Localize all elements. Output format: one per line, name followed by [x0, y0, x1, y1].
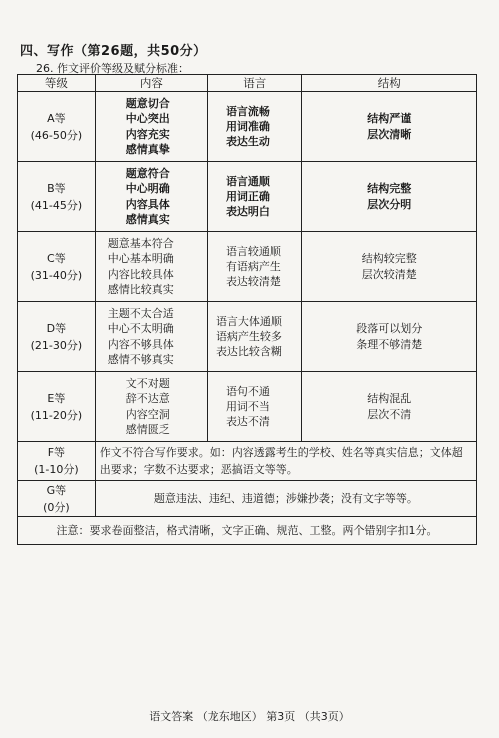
content-cell	[95, 162, 207, 232]
grade-name: A等	[47, 111, 66, 125]
language-cell	[207, 92, 302, 162]
header-content: 内容	[95, 75, 207, 92]
grade-name: D等	[46, 321, 67, 335]
content-cell	[95, 232, 207, 302]
content-line: 内容空洞	[125, 407, 170, 421]
table-row-b	[18, 162, 477, 232]
content-line: 感情匮乏	[125, 422, 170, 436]
grade-cell	[18, 302, 96, 372]
grade-cell	[18, 481, 96, 517]
grade-score: (0分)	[43, 500, 70, 514]
table-row-f	[18, 442, 477, 481]
table-row-d	[18, 302, 477, 372]
content-line: 内容具体	[125, 197, 170, 211]
content-line: 感情真实	[125, 212, 170, 226]
content-line: 感情真挚	[125, 142, 170, 156]
content-line: 感情比较真实	[107, 282, 174, 296]
content-line: 文不对题	[125, 376, 170, 390]
content-line: 感情不够真实	[107, 352, 174, 366]
content-line: 中心不太明确	[107, 322, 174, 336]
note-text: 注意：要求卷面整洁，格式清晰，文字正确、规范、工整。两个错别字扣1分。	[18, 517, 477, 545]
structure-line: 结构较完整	[361, 252, 417, 266]
grade-cell	[18, 162, 96, 232]
structure-line: 结构混乱	[367, 392, 412, 406]
content-line: 题意切合	[125, 96, 170, 110]
content-line: 辞不达意	[125, 392, 170, 406]
table-row-c	[18, 232, 477, 302]
grade-name: E等	[47, 391, 66, 405]
language-line: 语病产生较多	[215, 329, 282, 343]
content-line: 中心突出	[125, 112, 170, 126]
structure-line: 层次较清楚	[361, 267, 417, 281]
table-row-g	[18, 481, 477, 517]
language-line: 表达明白	[225, 205, 270, 219]
language-line: 语言通顺	[225, 174, 270, 188]
content-cell	[95, 92, 207, 162]
content-line: 题意符合	[125, 166, 170, 180]
table-row-note	[18, 517, 477, 545]
grade-cell	[18, 232, 96, 302]
grade-cell	[18, 442, 96, 481]
table-header-row	[18, 75, 477, 92]
structure-line: 条理不够清楚	[356, 337, 423, 351]
language-line: 用词不当	[225, 399, 270, 413]
language-line: 语言较通顺	[225, 244, 281, 258]
header-language: 语言	[207, 75, 302, 92]
structure-cell	[302, 372, 477, 442]
structure-line: 结构严谨	[367, 112, 412, 126]
language-cell	[207, 302, 302, 372]
table-row-a	[18, 92, 477, 162]
language-line: 语言流畅	[225, 104, 270, 118]
structure-line: 结构完整	[367, 182, 412, 196]
header-structure: 结构	[302, 75, 477, 92]
header-grade: 等级	[18, 75, 96, 92]
language-line: 语言大体通顺	[215, 314, 282, 328]
language-line: 表达生动	[225, 135, 270, 149]
content-line: 中心明确	[125, 182, 170, 196]
structure-line: 层次不清	[367, 407, 412, 421]
grade-cell	[18, 92, 96, 162]
structure-line: 层次清晰	[367, 127, 412, 141]
intro-text: 26. 作文评价等级及赋分标准：	[36, 62, 189, 75]
row-g-description: 题意违法、违纪、违道德；涉嫌抄袭；没有文字等等。	[95, 481, 476, 517]
content-line: 主题不太合适	[107, 306, 174, 320]
language-line: 有语病产生	[225, 259, 281, 273]
grade-score: (31-40分)	[30, 268, 83, 282]
language-line: 表达比较含糊	[215, 345, 282, 359]
content-line: 内容比较具体	[107, 267, 174, 281]
grade-cell	[18, 372, 96, 442]
content-cell	[95, 372, 207, 442]
structure-cell	[302, 302, 477, 372]
content-cell	[95, 302, 207, 372]
grade-score: (11-20分)	[30, 408, 83, 422]
grade-score: (1-10分)	[34, 463, 79, 476]
language-line: 用词准确	[225, 119, 270, 133]
structure-line: 段落可以划分	[356, 322, 423, 336]
language-cell	[207, 232, 302, 302]
language-line: 语句不通	[225, 384, 270, 398]
grade-name: G等	[46, 483, 67, 497]
row-f-description: 作文不符合写作要求。如：内容透露考生的学校、姓名等真实信息；文体超出要求；字数不达要求；恶搞语文等等。	[95, 442, 476, 481]
grade-score: (46-50分)	[30, 128, 83, 142]
grade-name: B等	[47, 181, 66, 195]
grade-name: F等	[47, 446, 66, 459]
page-footer: 语文答案 （龙东地区） 第3页 （共3页）	[149, 710, 350, 723]
grade-score: (41-45分)	[30, 198, 83, 212]
table-row-e	[18, 372, 477, 442]
section-title: 四、写作（第26题，共50分）	[20, 44, 207, 59]
structure-cell	[302, 92, 477, 162]
content-line: 内容不够具体	[107, 337, 174, 351]
content-line: 内容充实	[125, 127, 170, 141]
grading-table	[17, 74, 477, 545]
content-line: 题意基本符合	[107, 236, 174, 250]
grade-name: C等	[47, 251, 66, 265]
structure-line: 层次分明	[367, 197, 412, 211]
language-cell	[207, 162, 302, 232]
language-cell	[207, 372, 302, 442]
structure-cell	[302, 162, 477, 232]
language-line: 表达较清楚	[225, 275, 281, 289]
grade-score: (21-30分)	[30, 338, 83, 352]
language-line: 用词正确	[225, 189, 270, 203]
language-line: 表达不清	[225, 415, 270, 429]
content-line: 中心基本明确	[107, 252, 174, 266]
structure-cell	[302, 232, 477, 302]
